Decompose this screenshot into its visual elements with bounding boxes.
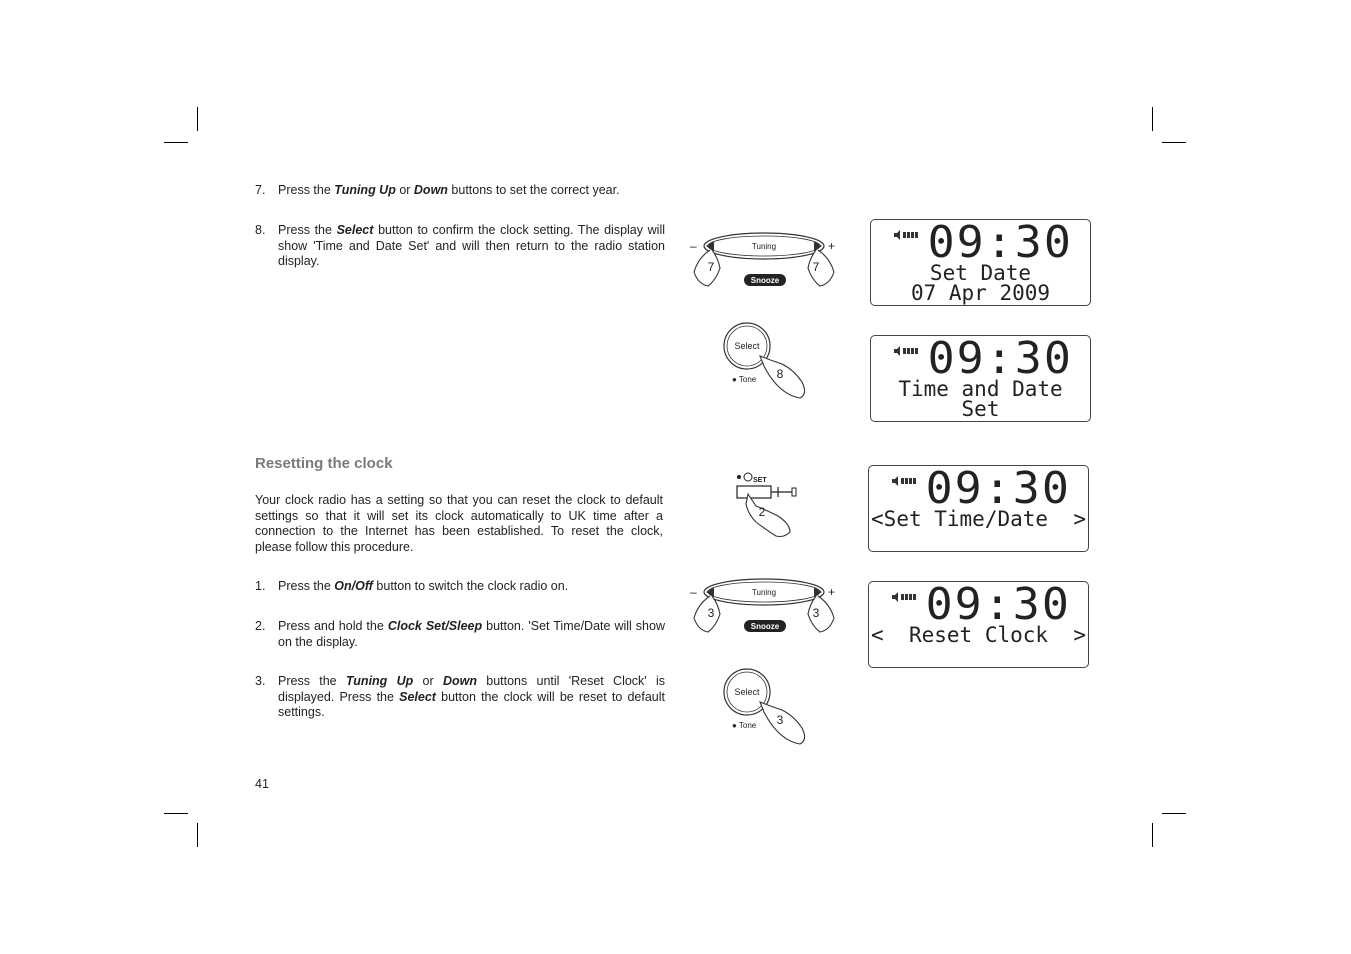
select-label: Select <box>734 687 760 697</box>
step-marker: 3 <box>776 713 784 727</box>
crop-mark <box>1162 142 1186 143</box>
step-marker: 3 <box>812 606 820 620</box>
text-run: button. 'Set Time/Date will show on the display. <box>278 619 665 649</box>
step-text <box>278 223 665 270</box>
page-number: 41 <box>255 777 269 791</box>
tuning-buttons-illustration <box>688 574 840 636</box>
lcd-display-reset-clock <box>868 581 1089 668</box>
text-run: Press the <box>278 183 335 197</box>
step-number: 3. <box>255 674 266 688</box>
tuning-label: Tuning <box>751 588 777 597</box>
step-marker: 8 <box>776 367 784 381</box>
step-7 <box>255 183 665 199</box>
select-button-illustration <box>722 668 812 746</box>
step-3 <box>255 674 665 721</box>
step-8 <box>255 223 665 270</box>
crop-mark <box>197 107 198 131</box>
step-text <box>278 183 665 199</box>
text-run: Press and hold the <box>278 619 388 633</box>
display-line-1: Set Date <box>929 261 1032 285</box>
step-2 <box>255 619 665 650</box>
signal-icon <box>893 230 921 240</box>
plus-label: + <box>828 585 836 599</box>
button-name: Down <box>442 674 477 688</box>
step-text <box>278 579 665 595</box>
button-name: Clock Set/Sleep <box>387 619 483 633</box>
step-marker: 2 <box>758 505 766 519</box>
signal-icon <box>891 592 919 602</box>
button-name: On/Off <box>334 579 373 593</box>
tone-label: ● Tone <box>732 721 757 730</box>
display-line-1: <Set Time/Date > <box>871 507 1086 531</box>
signal-icon <box>891 476 919 486</box>
plus-label: + <box>828 239 836 253</box>
text-run: button to switch the clock radio on. <box>372 579 569 593</box>
snooze-label: Snooze <box>750 622 780 631</box>
tone-label: ● Tone <box>732 375 757 384</box>
crop-mark <box>164 142 188 143</box>
display-line-2: 07 Apr 2009 <box>910 281 1051 305</box>
select-label: Select <box>734 341 760 351</box>
lcd-display-time-date-set <box>870 335 1091 422</box>
button-name: Select <box>336 223 374 237</box>
clock-set-switch-illustration <box>732 470 802 540</box>
display-line-1: Time and Date <box>898 377 1063 401</box>
button-name: Down <box>413 183 448 197</box>
select-button-illustration <box>722 322 812 400</box>
step-text <box>278 619 665 650</box>
set-label: SET <box>753 477 767 484</box>
step-number: 8. <box>255 223 266 237</box>
display-line-2: Set <box>961 397 1000 421</box>
text-run: buttons until 'Reset Clock' is displayed. Press the <box>278 674 666 704</box>
intro-paragraph: Your clock radio has a setting so that you can reset the clock to default settings so that it will set its clock automatically to UK time after a connection to the Internet has been established. To reset the clock, please follow this procedure. <box>255 493 663 554</box>
lcd-display-set-date <box>870 219 1091 306</box>
step-marker: 7 <box>707 260 715 274</box>
button-name: Select <box>399 689 436 704</box>
crop-mark <box>164 813 188 814</box>
text-run: Press the <box>278 579 335 593</box>
step-1 <box>255 579 665 595</box>
minus-label: – <box>690 585 697 599</box>
step-marker: 3 <box>707 606 715 620</box>
clock-readout: 09:30 <box>925 579 1071 630</box>
crop-mark <box>197 823 198 847</box>
crop-mark <box>1152 823 1153 847</box>
clock-readout: 09:30 <box>927 217 1073 268</box>
text-run: button the clock will be reset to default settings. <box>278 689 665 719</box>
tuning-label: Tuning <box>751 242 777 251</box>
text-run: Press the <box>278 674 346 688</box>
text-run: or <box>413 674 443 688</box>
lcd-display-set-time-date <box>868 465 1089 552</box>
crop-mark <box>1152 107 1153 131</box>
section-heading: Resetting the clock <box>255 455 393 472</box>
text-run: button to confirm the clock setting. The display will show 'Time and Date Set' and will then return to the radio station display. <box>278 223 665 268</box>
signal-icon <box>893 346 921 356</box>
step-marker: 7 <box>812 260 820 274</box>
text-run: Press the <box>278 223 337 237</box>
button-name: Tuning Up <box>345 674 414 688</box>
step-text <box>278 674 665 721</box>
snooze-label: Snooze <box>750 276 780 285</box>
clock-readout: 09:30 <box>925 463 1071 514</box>
clock-readout: 09:30 <box>927 333 1073 384</box>
crop-mark <box>1162 813 1186 814</box>
button-name: Tuning Up <box>334 183 396 197</box>
step-number: 2. <box>255 619 266 633</box>
step-number: 1. <box>255 579 266 593</box>
tuning-buttons-illustration <box>688 228 840 290</box>
step-number: 7. <box>255 183 266 197</box>
text-run: buttons to set the correct year. <box>447 183 620 197</box>
display-line-1: < Reset Clock > <box>871 623 1086 647</box>
minus-label: – <box>690 239 697 253</box>
text-run: or <box>395 183 414 197</box>
